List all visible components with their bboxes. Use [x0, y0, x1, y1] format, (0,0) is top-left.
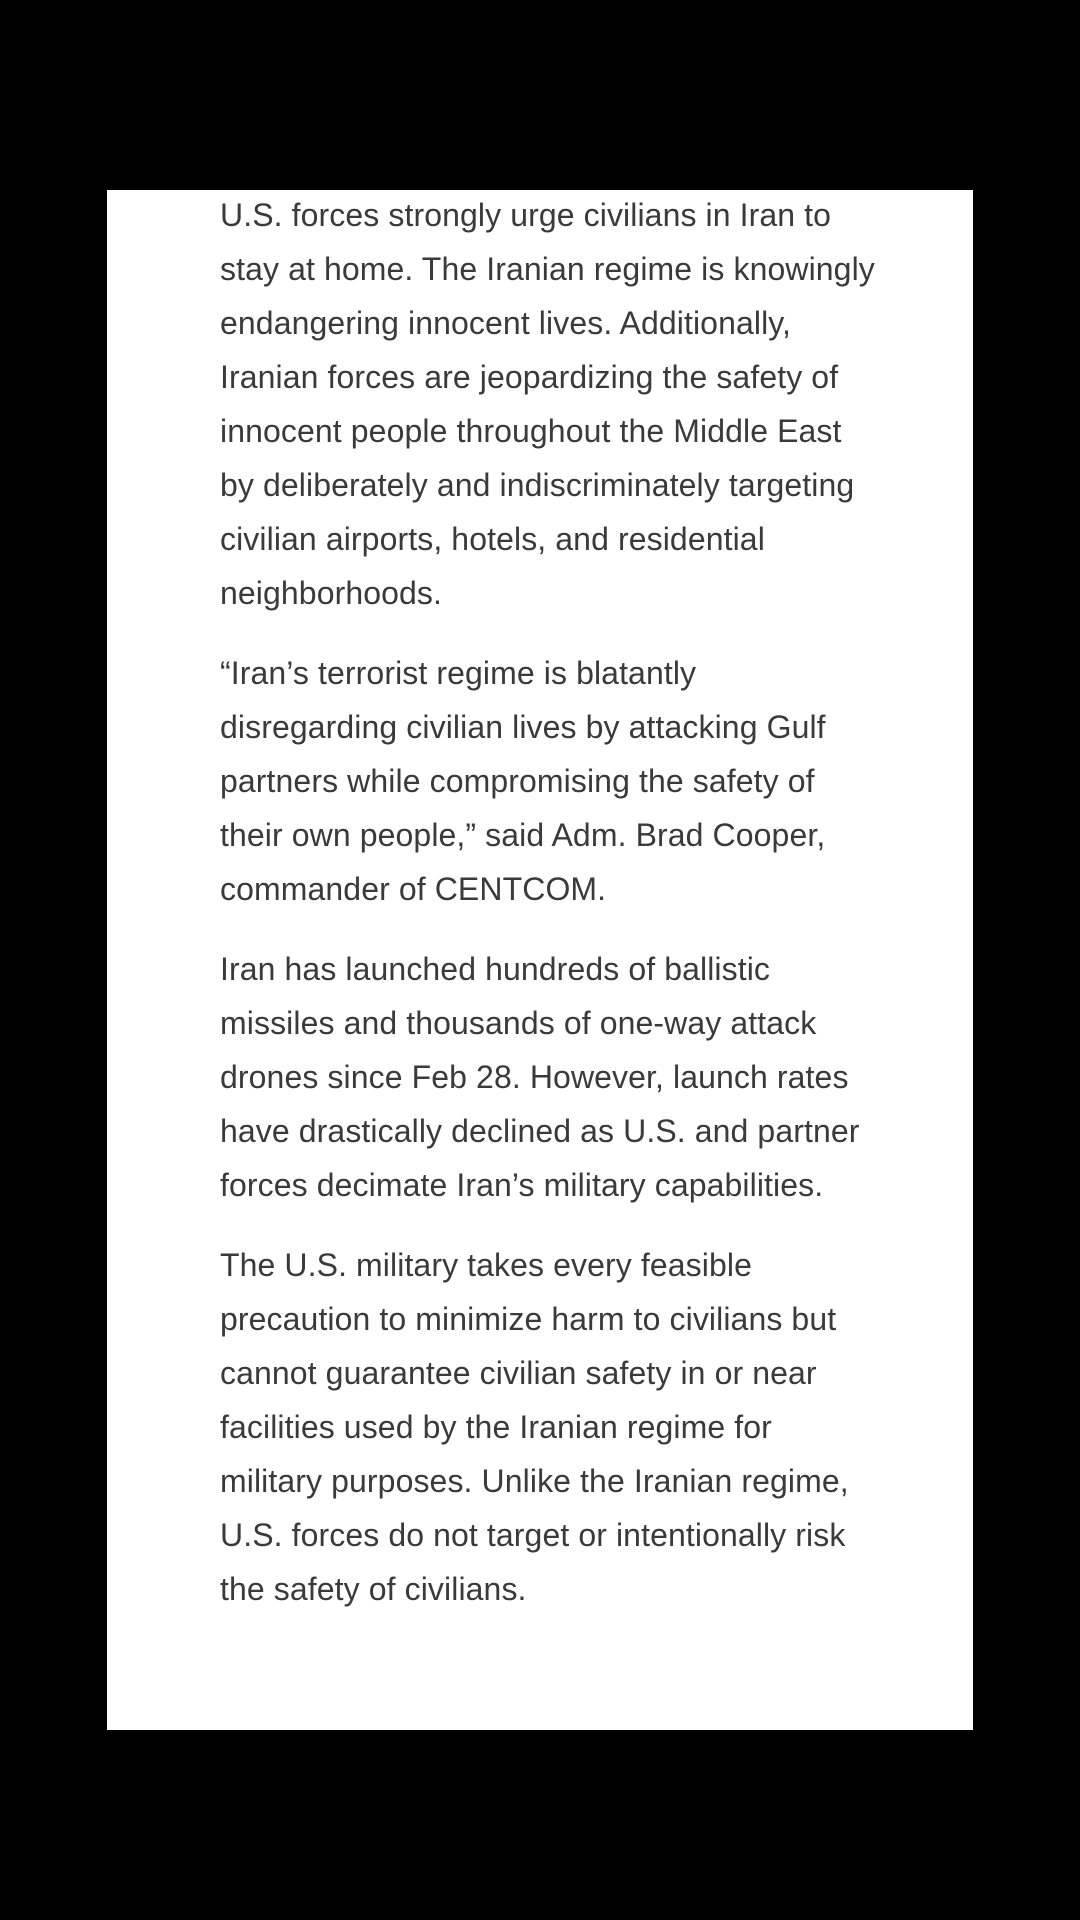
article-page	[107, 190, 973, 1730]
article-body	[220, 190, 880, 1642]
article-paragraph-2: “Iran’s terrorist regime is blatantly disregarding civilian lives by attacking Gulf partners while compromising the safety of their own people,” said Adm. Brad Cooper, commander of CENTCOM.	[220, 655, 826, 907]
article-paragraph-3: Iran has launched hundreds of ballistic missiles and thousands of one-way attack drones since Feb 28. However, launch rates have drastically declined as U.S. and partner forces decimate Iran’s military capabilities.	[220, 951, 860, 1203]
article-paragraph-1: U.S. forces strongly urge civilians in Iran to stay at home. The Iranian regime is knowingly endangering innocent lives. Additionally, Iranian forces are jeopardizing the safety of innocent people throughout the Middle East by deliberately and indiscriminately targeting civilian airports, hotels, and residential neighborhoods.	[220, 197, 875, 611]
article-paragraph-4: The U.S. military takes every feasible precaution to minimize harm to civilians but cannot guarantee civilian safety in or near facilities used by the Iranian regime for military purposes. Unlike the Iranian regime, U.S. forces do not target or intentionally risk the safety of civilians.	[220, 1247, 849, 1607]
